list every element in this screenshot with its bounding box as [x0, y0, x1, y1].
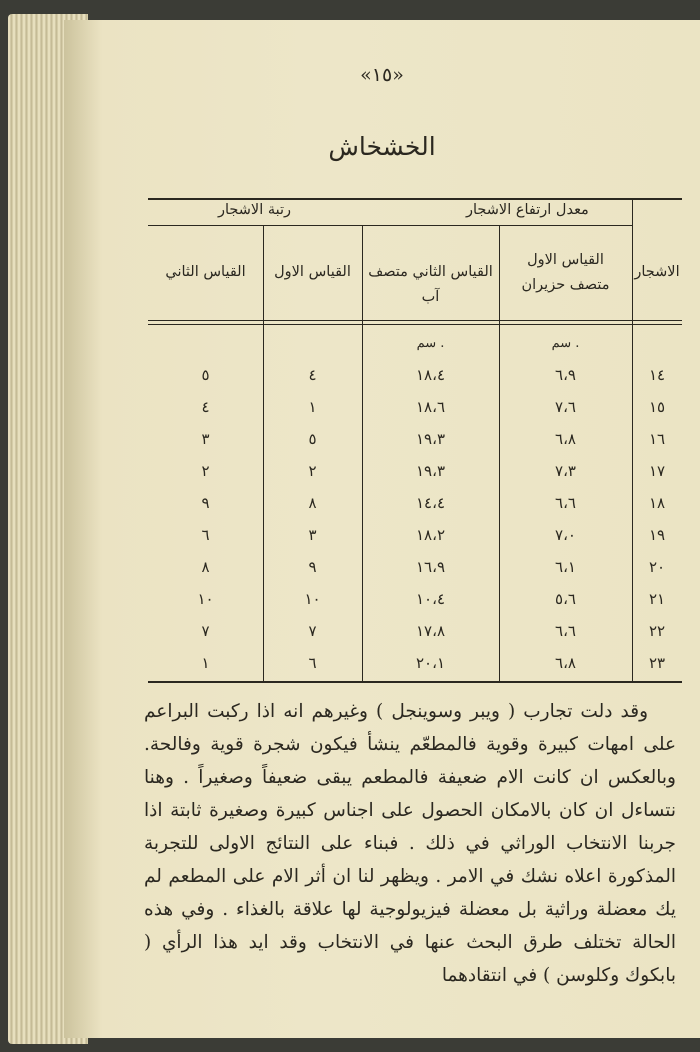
table-row: [148, 590, 682, 614]
header-bottom-rule: [148, 320, 682, 321]
cell-tree: ١٤: [648, 366, 666, 384]
cell-rank-second: ٥: [201, 366, 210, 384]
header-rank-first: القياس الاول: [274, 264, 351, 280]
table-row: [148, 622, 682, 646]
cell-first-measure: ٦،٨: [555, 654, 576, 672]
group-header-rule: [148, 225, 632, 226]
header-second-measure: القياس الثاني متصف آب: [368, 264, 493, 305]
cell-rank-second: ١: [201, 654, 210, 672]
cell-rank-first: ٧: [308, 622, 317, 640]
cell-rank-first: ٢: [308, 462, 317, 480]
table-top-rule: [148, 198, 682, 200]
cell-first-measure: ٧،٦: [555, 398, 576, 416]
header-tree: الاشجار: [634, 264, 680, 280]
cell-tree: ١٨: [648, 494, 666, 512]
cell-rank-first: ٨: [308, 494, 317, 512]
table-row: [148, 462, 682, 486]
data-table: [148, 188, 682, 688]
cell-second-measure: ١٤،٤: [415, 494, 445, 512]
cell-rank-second: ٩: [201, 494, 210, 512]
book-page: [64, 20, 700, 1038]
cell-first-measure: ٧،٠: [555, 526, 576, 544]
header-first-measure-line2: متصف حزيران: [521, 277, 610, 293]
cell-tree: ١٩: [648, 526, 666, 544]
cell-rank-second: ١٠: [197, 590, 214, 608]
header-first-measure: [499, 248, 632, 298]
cell-rank-first: ١: [308, 398, 317, 416]
cell-tree: ١٧: [648, 462, 666, 480]
table-row: [148, 398, 682, 422]
page-number: «١٥»: [360, 64, 404, 86]
unit-first-measure: سم .: [551, 336, 580, 351]
table-row: [148, 366, 682, 390]
cell-first-measure: ٦،١: [555, 558, 576, 576]
cell-rank-second: ٢: [201, 462, 210, 480]
cell-tree: ٢٢: [648, 622, 666, 640]
table-row: [148, 526, 682, 550]
page-title: الخشخاش: [328, 132, 436, 161]
cell-second-measure: ١٩،٣: [415, 430, 445, 448]
header-rank-group: رتبة الاشجار: [218, 202, 292, 218]
table-row: [148, 430, 682, 454]
cell-rank-second: ٣: [201, 430, 210, 448]
cell-rank-second: ٦: [201, 526, 210, 544]
cell-rank-second: ٨: [201, 558, 210, 576]
cell-rank-first: ٤: [308, 366, 317, 384]
cell-tree: ٢١: [648, 590, 666, 608]
cell-second-measure: ١٧،٨: [415, 622, 445, 640]
cell-first-measure: ٦،٦: [555, 494, 576, 512]
cell-tree: ٢٣: [648, 654, 666, 672]
cell-tree: ٢٠: [648, 558, 666, 576]
table-row: [148, 558, 682, 582]
cell-second-measure: ١٨،٢: [415, 526, 445, 544]
cell-rank-second: ٧: [201, 622, 210, 640]
cell-second-measure: ١٦،٩: [415, 558, 445, 576]
cell-first-measure: ٦،٩: [555, 366, 576, 384]
header-bottom-rule-2: [148, 324, 682, 325]
cell-tree: ١٥: [648, 398, 666, 416]
body-text-block: [144, 695, 676, 992]
table-row: [148, 494, 682, 518]
cell-first-measure: ٦،٨: [555, 430, 576, 448]
cell-tree: ١٦: [648, 430, 666, 448]
cell-rank-first: ٦: [308, 654, 317, 672]
header-height-group: معدل ارتفاع الاشجار: [466, 202, 589, 218]
table-bottom-rule: [148, 681, 682, 683]
cell-first-measure: ٧،٣: [555, 462, 576, 480]
table-row: [148, 654, 682, 678]
cell-rank-second: ٤: [201, 398, 210, 416]
cell-second-measure: ١٠،٤: [415, 590, 445, 608]
cell-second-measure: ١٨،٦: [415, 398, 445, 416]
header-first-measure-line1: القياس الاول: [527, 252, 604, 268]
cell-first-measure: ٦،٦: [555, 622, 576, 640]
cell-rank-first: ١٠: [304, 590, 321, 608]
body-paragraph: وقد دلت تجارب ( ويبر وسوينجل ) وغيرهم انه اذا ركبت البراعم على امهات كبيرة وقوية فالمطعّم ينشأ فيكون شجرة قوية وفالحة. وبالعكس ان كانت الام ضعيفة فالمطعم يبقى ضعيفاً وصغيراً . وهنا نتساءل ان كان بالامكان الحصول على اجناس كبيرة وصغيرة ثابتة اذا جربنا الانتخاب الوراثي في ذلك . فبناء على النتائج الاولى للتجربة المذكورة اعلاه نشك في الامر . ويظهر لنا ان أثر الام على المطعم لم يك معضلة وراثية بل معضلة فيزيولوجية لها علاقة بالغذاء . وفي هذه الحالة تختلف طرق البحث عنها في الانتخاب وقد ايد هذا الرأي ( بابكوك وكلوسن ) في انتقادهما: [144, 701, 676, 986]
cell-second-measure: ١٩،٣: [415, 462, 445, 480]
cell-rank-first: ٥: [308, 430, 317, 448]
header-rank-second: القياس الثاني: [165, 264, 246, 280]
unit-second-measure: سم .: [416, 336, 445, 351]
cell-second-measure: ١٨،٤: [415, 366, 445, 384]
cell-second-measure: ٢٠،١: [415, 654, 445, 672]
cell-rank-first: ٩: [308, 558, 317, 576]
cell-first-measure: ٥،٦: [555, 590, 576, 608]
cell-rank-first: ٣: [308, 526, 317, 544]
